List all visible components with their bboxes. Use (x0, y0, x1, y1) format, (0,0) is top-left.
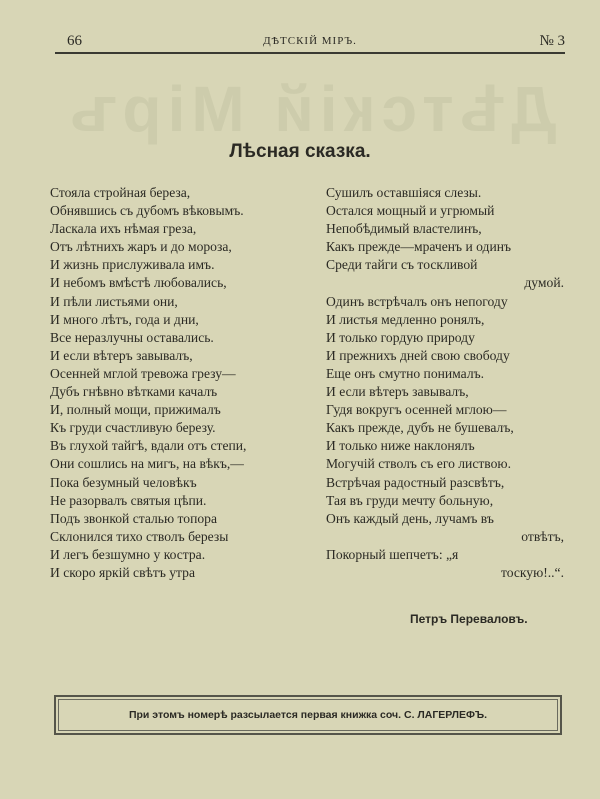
poem-line: Склонился тихо стволъ березы (50, 528, 229, 544)
poem-line: И жизнь прислуживала имъ. (50, 257, 215, 273)
poem-line: И скоро яркій свѣтъ утра (50, 564, 195, 580)
poem-line: Встрѣчая радостный разсвѣтъ, (326, 474, 505, 490)
notice-box (54, 695, 562, 735)
poem-line: Гудя вокругъ осенней мглою— (326, 402, 507, 418)
poem-line: И только гордую природу (326, 329, 475, 345)
poem-line: И листья медленно ронялъ, (326, 311, 485, 327)
poem-line: И только ниже наклонялъ (326, 438, 475, 454)
poem-line: И если вѣтеръ завывалъ, (326, 384, 469, 400)
poem-line: И если вѣтеръ завывалъ, (50, 347, 193, 363)
poem-line: Отъ лѣтнихъ жаръ и до мороза, (50, 239, 232, 255)
show-through-watermark: Дѣтскій Міръ (63, 73, 557, 145)
poem-line: И пѣли листьями они, (50, 293, 178, 309)
poem-line: Остался мощный и угрюмый (326, 203, 495, 219)
poem-line: Подъ звонкой сталью топора (50, 510, 218, 526)
poem-line: Въ глухой тайгѣ, вдали отъ степи, (50, 438, 247, 454)
poem-line: Онъ каждый день, лучамъ въ (326, 510, 494, 526)
poem-line: Они сошлись на мигъ, на вѣкъ,— (50, 456, 244, 472)
poem-line: Пока безумный человѣкъ (50, 474, 197, 490)
poem-line: тоскую!..“. (500, 564, 564, 580)
author-signature: Петръ Переваловъ. (410, 612, 528, 626)
poem-line: И прежнихъ дней свою свободу (326, 347, 510, 363)
running-header (55, 33, 565, 51)
poem-line: И, полный мощи, прижималъ (50, 402, 221, 418)
poem-line: Дубъ гнѣвно вѣтками качалъ (50, 384, 218, 400)
poem-line: Одинъ встрѣчалъ онъ непогоду (326, 293, 508, 309)
poem-line: И небомъ вмѣстѣ любовались, (50, 275, 227, 291)
poem-line: Могучій стволъ съ его листвою. (326, 456, 511, 472)
poem-line: Обнявшись съ дубомъ вѣковымъ. (50, 203, 244, 219)
header-rule (55, 52, 565, 54)
poem-line: И легъ безшумно у костра. (50, 546, 206, 562)
poem-line: Ласкала ихъ нѣмая греза, (50, 221, 197, 237)
poem-line: Какъ прежде—мраченъ и одинъ (326, 239, 512, 255)
poem-line: Непобѣдимый властелинъ, (326, 221, 482, 237)
poem-line: Стояла стройная береза, (50, 185, 191, 200)
poem-line: Сушилъ оставшіяся слезы. (326, 185, 482, 200)
page-number: 66 (67, 33, 82, 49)
poem-line: думой. (524, 275, 564, 291)
notice-text: При этомъ номерѣ разсылается первая книжка соч. С. ЛАГЕРЛЕФЪ. (128, 709, 488, 721)
poem-line: Осенней мглой тревожа грезу— (50, 365, 236, 381)
magazine-title: ДѢТСКІЙ МІРЪ. (263, 35, 357, 47)
poem-title: Лѣсная сказка. (229, 141, 371, 162)
poem-line: Какъ прежде, дубъ не бушевалъ, (326, 420, 514, 436)
poem-line: Среди тайги съ тоскливой (326, 257, 478, 273)
poem-line: Покорный шепчетъ: „я (326, 546, 459, 562)
poem-line: Тая въ груди мечту больную, (326, 492, 494, 508)
poem-line: Еще онъ смутно понималъ. (326, 365, 485, 381)
poem-line: Не разорвалъ святыя цѣпи. (50, 492, 207, 508)
issue-number: № 3 (539, 33, 565, 49)
poem-left-column (50, 184, 300, 582)
poem-line: Къ груди счастливую березу. (50, 420, 216, 436)
poem-line: отвѣтъ, (521, 528, 564, 544)
poem-line: Все неразлучны оставались. (50, 329, 214, 345)
poem-right-column (326, 184, 564, 582)
poem-line: И много лѣтъ, года и дни, (50, 311, 199, 327)
